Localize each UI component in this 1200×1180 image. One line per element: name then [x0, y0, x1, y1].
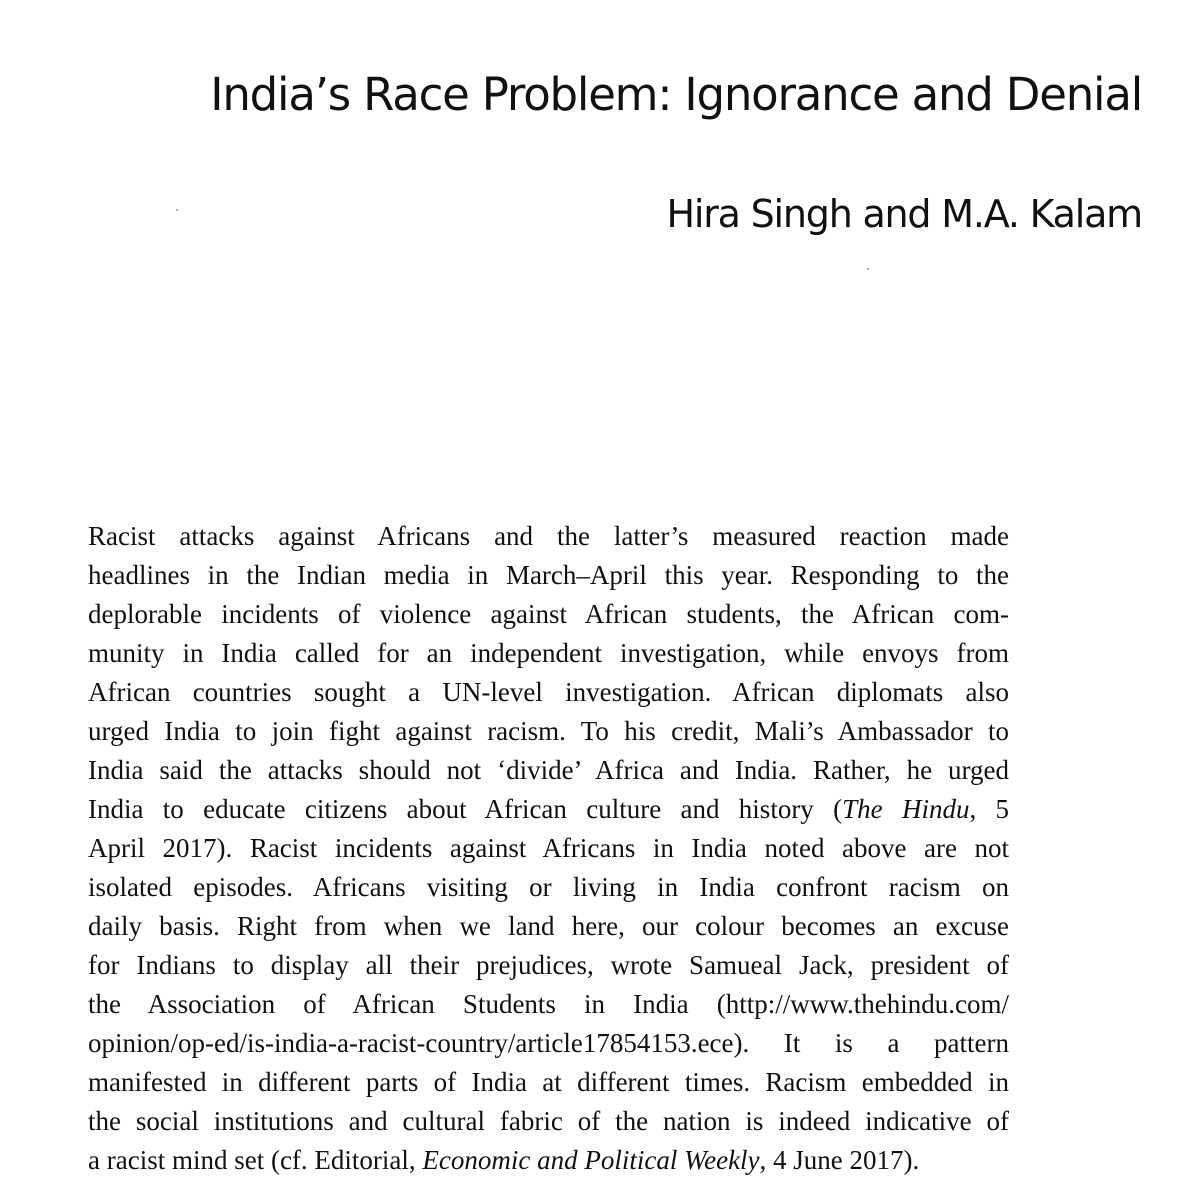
abstract-line: April 2017). Racist incidents against Africans in India noted above are not [88, 833, 1009, 863]
abstract-line: deplorable incidents of violence against African students, the African com- [88, 599, 1009, 629]
abstract-line: Racist attacks against Africans and the latter’s measured reaction made [88, 521, 1009, 551]
abstract-line: African countries sought a UN-level investigation. African diplomats also [88, 677, 1009, 707]
abstract-line: India to educate citizens about African culture and history (The Hindu, 5 [88, 794, 1010, 824]
scan-speck [867, 268, 869, 270]
publication-title: The Hindu [842, 794, 970, 824]
abstract-line: opinion/op-ed/is-india-a-racist-country/article17854153.ece). It is a pattern [88, 1028, 1009, 1058]
abstract-line: the social institutions and cultural fabric of the nation is indeed indicative of [88, 1106, 1009, 1136]
abstract-line: manifested in different parts of India at different times. Racism embedded in [88, 1067, 1009, 1097]
abstract-line: urged India to join fight against racism. To his credit, Mali’s Ambassador to [88, 716, 1009, 746]
abstract-line: India said the attacks should not ‘divide’ Africa and India. Rather, he urged [88, 755, 1009, 785]
abstract-line: headlines in the Indian media in March–April this year. Responding to the [88, 560, 1009, 590]
abstract-line: munity in India called for an independent investigation, while envoys from [88, 638, 1009, 668]
abstract-line: the Association of African Students in India (http://www.thehindu.com/ [88, 989, 1009, 1019]
abstract-line: daily basis. Right from when we land here, our colour becomes an excuse [88, 911, 1009, 941]
article-authors: Hira Singh and M.A. Kalam [666, 192, 1142, 236]
article-title: India’s Race Problem: Ignorance and Denial [210, 68, 1142, 121]
abstract-line: for Indians to display all their prejudices, wrote Samueal Jack, president of [88, 950, 1009, 980]
abstract-line: a racist mind set (cf. Editorial, Economic and Political Weekly, 4 June 2017). [88, 1145, 920, 1175]
abstract-paragraph [88, 517, 1009, 1180]
publication-title: Economic and Political Weekly [422, 1145, 760, 1175]
abstract-line: isolated episodes. Africans visiting or living in India confront racism on [88, 872, 1009, 902]
scan-speck [176, 209, 178, 211]
